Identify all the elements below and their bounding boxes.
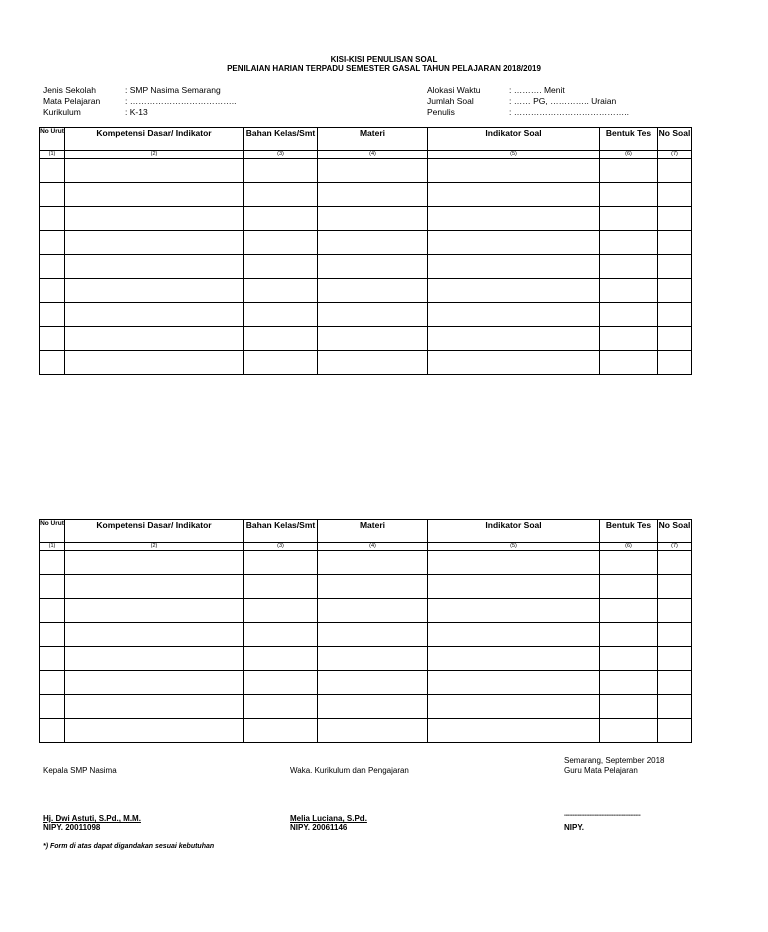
table-cell[interactable] [658,575,692,599]
header-bentuk-tes: Bentuk Tes [600,520,658,543]
table-cell[interactable] [428,207,600,231]
column-number: (6) [600,543,658,551]
table-cell[interactable] [40,599,65,623]
column-number: (4) [318,543,428,551]
table-cell[interactable] [428,719,600,743]
table-cell[interactable] [658,231,692,255]
table-cell[interactable] [658,183,692,207]
table-cell[interactable] [600,551,658,575]
table-cell[interactable] [244,207,318,231]
footnote: *) Form di atas dapat digandakan sesuai kebutuhan [43,843,215,850]
header-no-urut: No Urut [40,520,65,543]
table-cell[interactable] [244,231,318,255]
table-cell[interactable] [65,183,244,207]
table-cell[interactable] [318,255,428,279]
table-row [40,159,692,183]
column-number: (2) [65,543,244,551]
table-cell[interactable] [318,575,428,599]
table-cell[interactable] [244,255,318,279]
table-cell[interactable] [65,207,244,231]
column-number: (7) [658,151,692,159]
table-cell[interactable] [658,327,692,351]
table-cell[interactable] [658,719,692,743]
table-cell[interactable] [40,327,65,351]
column-number: (1) [40,543,65,551]
table-row [40,351,692,375]
table-cell[interactable] [428,575,600,599]
info-value-penulis: : ………………………………….. [509,107,629,117]
table-cell[interactable] [244,551,318,575]
table-cell[interactable] [65,279,244,303]
header-indikator-soal: Indikator Soal [428,128,600,151]
table-cell[interactable] [658,351,692,375]
table-cell[interactable] [40,303,65,327]
signature-role-guru: Guru Mata Pelajaran [564,766,638,775]
signature-role-kepala: Kepala SMP Nasima [43,766,117,775]
document-title: KISI-KISI PENULISAN SOAL [330,55,438,64]
table-row [40,647,692,671]
table-cell[interactable] [40,575,65,599]
signature-id-guru: NIPY. [564,823,585,832]
table-cell[interactable] [65,255,244,279]
table-row [40,695,692,719]
place-date: Semarang, September 2018 [564,756,665,765]
table-cell[interactable] [40,351,65,375]
kisi-kisi-table-2 [39,519,692,743]
table-cell[interactable] [40,183,65,207]
column-number: (4) [318,151,428,159]
column-number: (5) [428,543,600,551]
table-cell[interactable] [600,575,658,599]
table-row [40,575,692,599]
header-no-soal: No Soal [658,520,692,543]
table-cell[interactable] [658,279,692,303]
table-cell[interactable] [40,551,65,575]
table-cell[interactable] [40,255,65,279]
table-cell[interactable] [65,575,244,599]
table-cell[interactable] [600,231,658,255]
table-cell[interactable] [318,327,428,351]
table-cell[interactable] [40,719,65,743]
table-cell[interactable] [318,231,428,255]
table-cell[interactable] [244,623,318,647]
table-row [40,623,692,647]
table-cell[interactable] [318,599,428,623]
table-cell[interactable] [318,671,428,695]
info-value-jenis-sekolah: : SMP Nasima Semarang [125,85,221,95]
table-cell[interactable] [428,255,600,279]
table-cell[interactable] [65,351,244,375]
table-cell[interactable] [428,671,600,695]
signature-role-waka: Waka. Kurikulum dan Pengajaran [290,766,409,775]
table-cell[interactable] [428,327,600,351]
column-number: (6) [600,151,658,159]
info-value-alokasi-waktu: : ………. Menit [509,85,565,95]
table-row [40,551,692,575]
table-cell[interactable] [40,647,65,671]
table-row [40,279,692,303]
table-cell[interactable] [244,279,318,303]
info-value-jumlah-soal: : …… PG, ………….. Uraian [509,96,617,106]
table-cell[interactable] [244,351,318,375]
table-cell[interactable] [428,647,600,671]
header-kompetensi-dasar: Kompetensi Dasar/ Indikator [65,128,244,151]
table-cell[interactable] [318,647,428,671]
table-cell[interactable] [428,623,600,647]
table-row [40,183,692,207]
table-cell[interactable] [65,671,244,695]
table-cell[interactable] [40,623,65,647]
table-cell[interactable] [244,695,318,719]
table-cell[interactable] [428,279,600,303]
table-cell[interactable] [600,695,658,719]
table-row [40,599,692,623]
header-no-soal: No Soal [658,128,692,151]
table-cell[interactable] [318,183,428,207]
table-cell[interactable] [40,279,65,303]
table-cell[interactable] [600,719,658,743]
table-cell[interactable] [40,671,65,695]
column-number: (7) [658,543,692,551]
table-cell[interactable] [428,599,600,623]
table-cell[interactable] [428,551,600,575]
table-cell[interactable] [318,623,428,647]
table-cell[interactable] [658,551,692,575]
table-cell[interactable] [244,575,318,599]
table-cell[interactable] [658,599,692,623]
table-cell[interactable] [65,719,244,743]
table-cell[interactable] [600,671,658,695]
table-cell[interactable] [658,671,692,695]
header-materi: Materi [318,520,428,543]
info-label-jenis-sekolah: Jenis Sekolah [43,85,96,95]
table-cell[interactable] [600,623,658,647]
kisi-kisi-table-1 [39,127,692,375]
table-cell[interactable] [658,623,692,647]
info-label-penulis: Penulis [427,107,455,117]
info-label-alokasi-waktu: Alokasi Waktu [427,85,481,95]
table-cell[interactable] [65,599,244,623]
table-cell[interactable] [600,647,658,671]
signature-name-waka: Melia Luciana, S.Pd. [290,814,367,823]
header-bahan-kelas: Bahan Kelas/Smt [244,128,318,151]
table-row [40,719,692,743]
signature-line-guru: --------------------------------------------- [564,813,641,819]
table-cell[interactable] [658,647,692,671]
signature-id-kepala: NIPY. 20011098 [43,823,101,832]
table-cell[interactable] [318,351,428,375]
header-no-urut: No Urut [40,128,65,151]
table-row [40,327,692,351]
table-cell[interactable] [658,255,692,279]
table-cell[interactable] [65,551,244,575]
column-number-row [40,151,692,159]
column-number: (1) [40,151,65,159]
table-cell[interactable] [318,695,428,719]
table-cell[interactable] [40,207,65,231]
table-cell[interactable] [600,159,658,183]
table-cell[interactable] [428,351,600,375]
header-bahan-kelas: Bahan Kelas/Smt [244,520,318,543]
info-label-mata-pelajaran: Mata Pelajaran [43,96,101,106]
table-cell[interactable] [244,159,318,183]
table-cell[interactable] [318,303,428,327]
info-label-kurikulum: Kurikulum [43,107,81,117]
column-number: (3) [244,543,318,551]
table-cell[interactable] [658,695,692,719]
table-cell[interactable] [65,231,244,255]
table-cell[interactable] [40,231,65,255]
table-cell[interactable] [40,695,65,719]
table-cell[interactable] [428,183,600,207]
table-cell[interactable] [244,303,318,327]
table-row [40,231,692,255]
signature-name-kepala: Hj. Dwi Astuti, S.Pd., M.M. [43,814,141,823]
table-cell[interactable] [65,695,244,719]
table-cell[interactable] [65,327,244,351]
table-cell[interactable] [600,351,658,375]
table-header-row [40,128,692,151]
info-value-kurikulum: : K-13 [125,107,148,117]
table-cell[interactable] [244,599,318,623]
table-cell[interactable] [65,303,244,327]
table-cell[interactable] [318,279,428,303]
column-number: (2) [65,151,244,159]
table-cell[interactable] [658,159,692,183]
table-row [40,207,692,231]
table-cell[interactable] [318,719,428,743]
table-cell[interactable] [600,303,658,327]
header-bentuk-tes: Bentuk Tes [600,128,658,151]
column-number: (5) [428,151,600,159]
info-value-mata-pelajaran: : ……………………………….. [125,96,237,106]
table-cell[interactable] [658,303,692,327]
table-cell[interactable] [318,551,428,575]
table-cell[interactable] [318,207,428,231]
table-cell[interactable] [318,159,428,183]
header-indikator-soal: Indikator Soal [428,520,600,543]
table-cell[interactable] [244,183,318,207]
table-cell[interactable] [600,207,658,231]
table-cell[interactable] [428,695,600,719]
table-cell[interactable] [40,159,65,183]
header-kompetensi-dasar: Kompetensi Dasar/ Indikator [65,520,244,543]
table-cell[interactable] [600,327,658,351]
table-cell[interactable] [600,279,658,303]
table-cell[interactable] [600,599,658,623]
column-number: (3) [244,151,318,159]
table-cell[interactable] [244,719,318,743]
info-label-jumlah-soal: Jumlah Soal [427,96,474,106]
signature-id-waka: NIPY. 20061146 [290,823,348,832]
table-cell[interactable] [244,327,318,351]
table-row [40,303,692,327]
table-cell[interactable] [600,255,658,279]
header-materi: Materi [318,128,428,151]
table-cell[interactable] [244,671,318,695]
table-cell[interactable] [428,303,600,327]
table-cell[interactable] [65,647,244,671]
column-number-row [40,543,692,551]
table-row [40,255,692,279]
table-cell[interactable] [600,183,658,207]
table-cell[interactable] [428,159,600,183]
table-cell[interactable] [65,623,244,647]
table-cell[interactable] [658,207,692,231]
table-row [40,671,692,695]
table-cell[interactable] [244,647,318,671]
document-subtitle: PENILAIAN HARIAN TERPADU SEMESTER GASAL TAHUN PELAJARAN 2018/2019 [227,64,541,73]
table-header-row [40,520,692,543]
table-cell[interactable] [65,159,244,183]
table-cell[interactable] [428,231,600,255]
